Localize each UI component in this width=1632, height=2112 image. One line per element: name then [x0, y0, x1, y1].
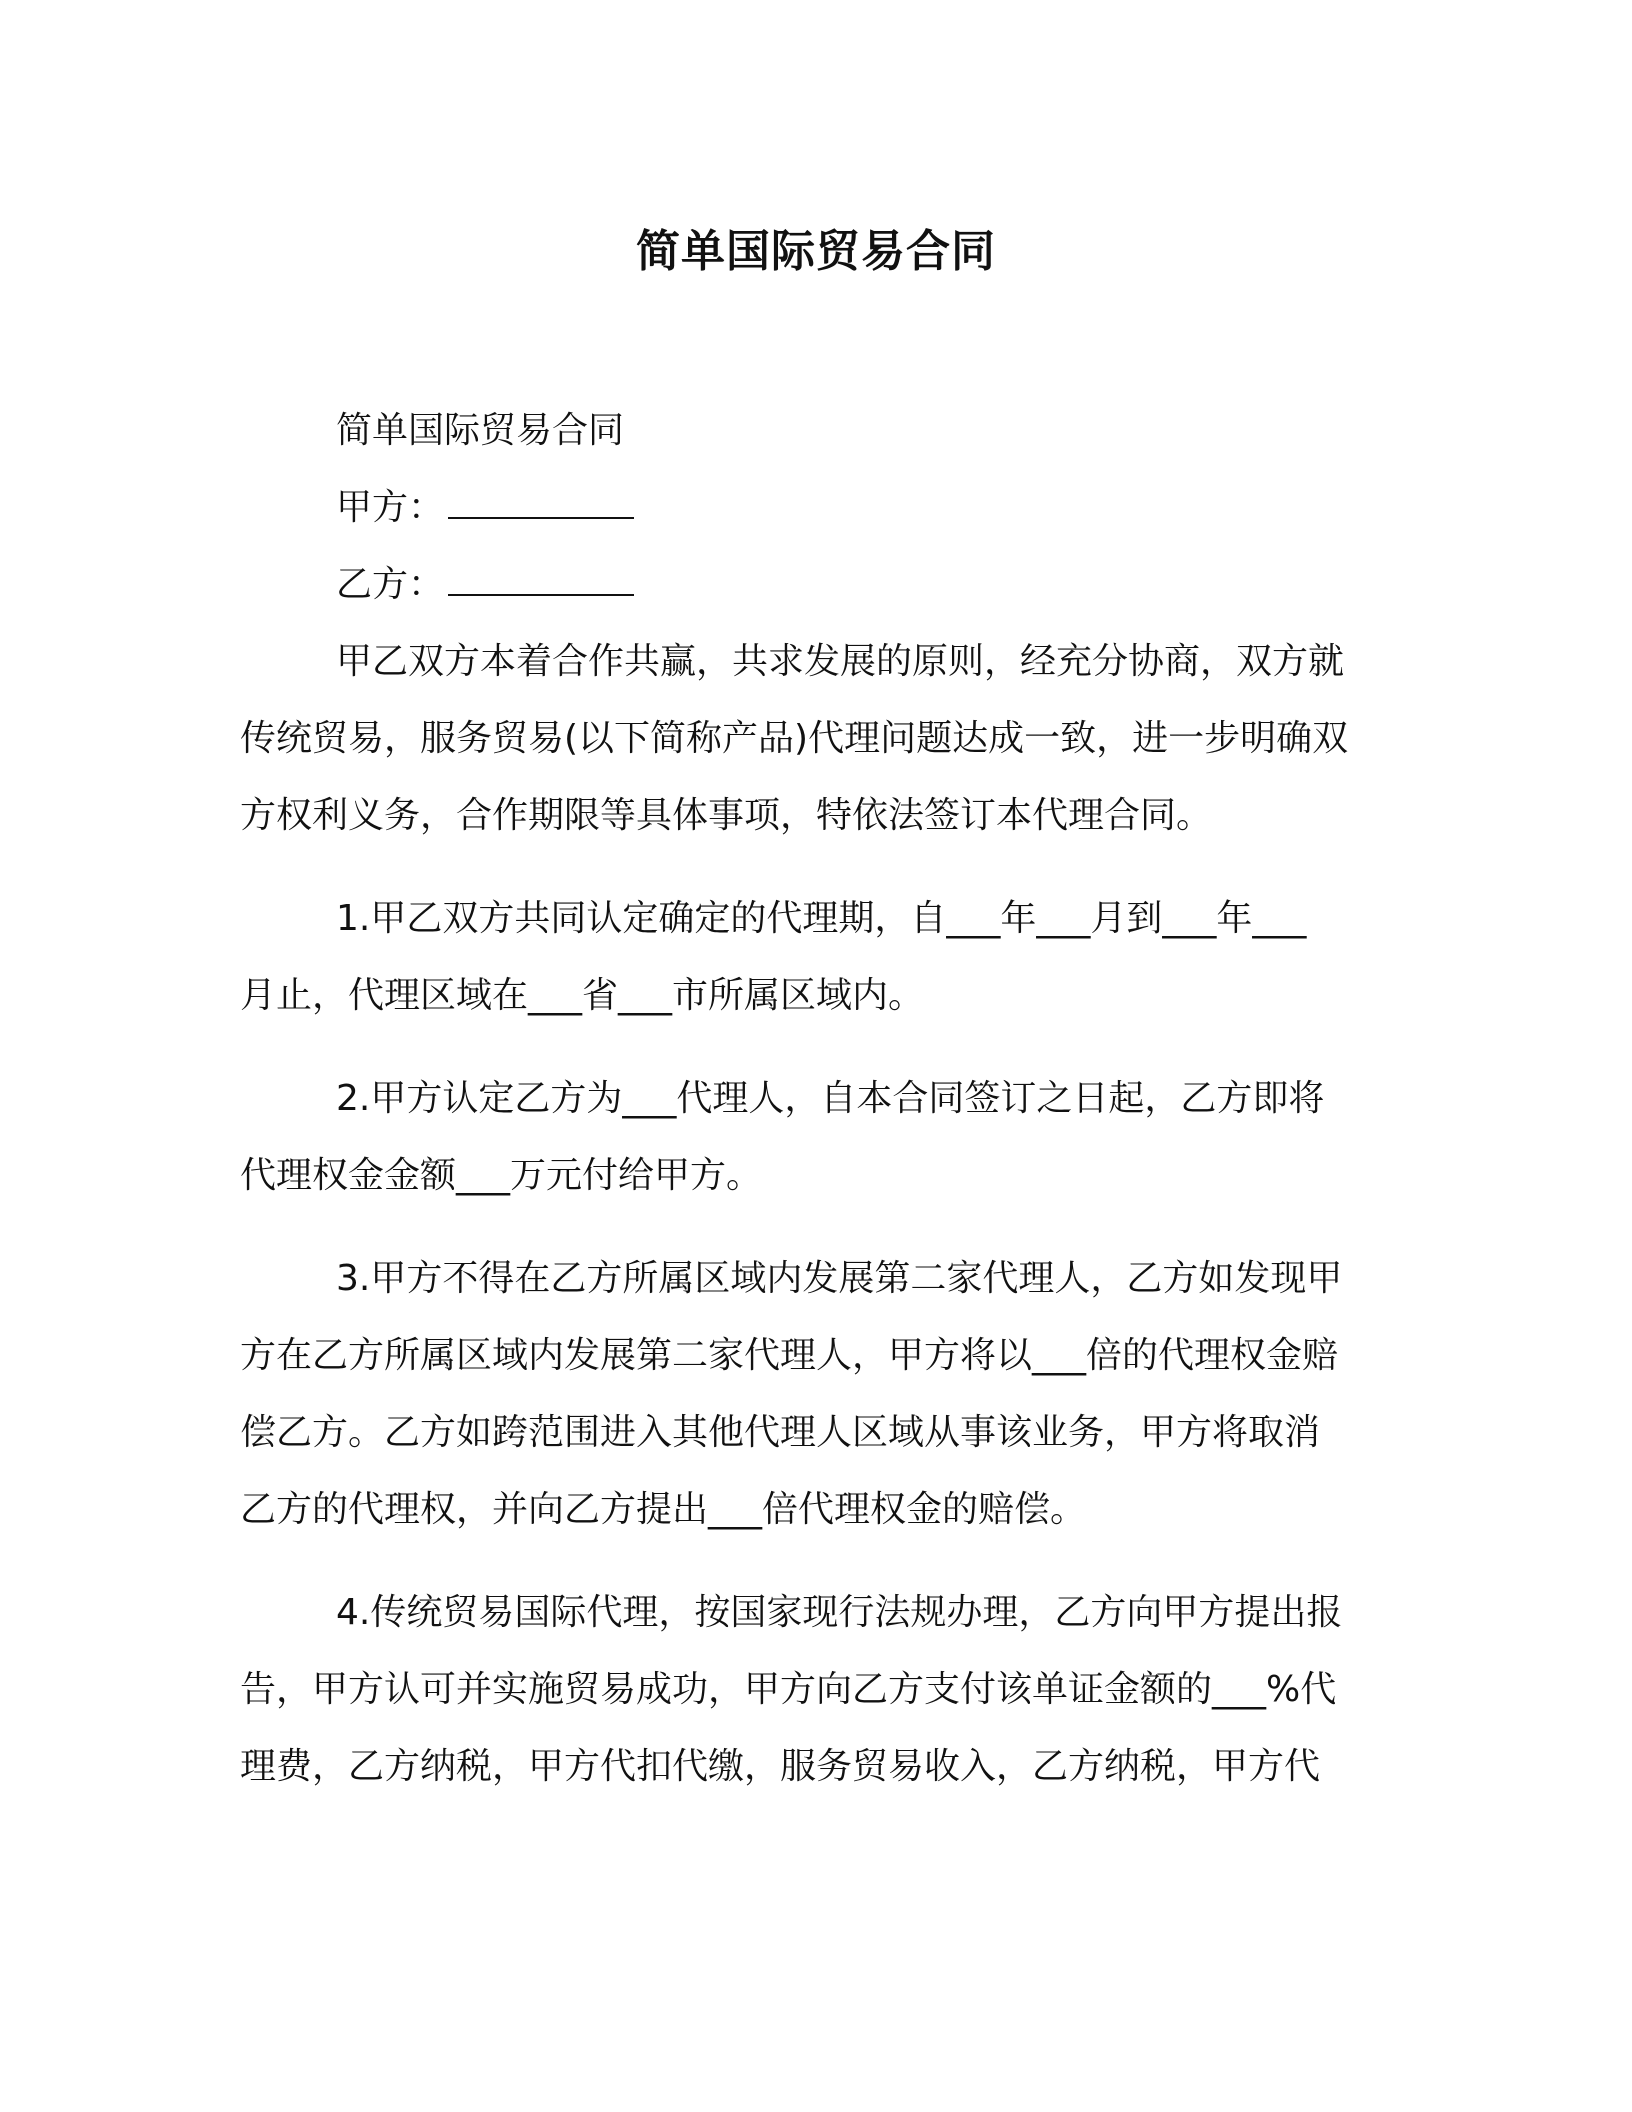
party-b-field — [240, 546, 1380, 623]
paragraph-line: 甲乙双方本着合作共赢，共求发展的原则，经充分协商，双方就 — [336, 641, 1345, 682]
party-b-label: 乙方： — [336, 564, 445, 605]
paragraph-line: 方权利义务，合作期限等具体事项，特依法签订本代理合同。 — [240, 795, 1213, 836]
party-a-field — [240, 469, 1380, 546]
paragraph-line: 月止，代理区域在___省___市所属区域内。 — [240, 975, 925, 1016]
document-title: 简单国际贸易合同 — [636, 226, 996, 277]
paragraph-line: 4.传统贸易国际代理，按国家现行法规办理，乙方向甲方提出报 — [336, 1592, 1343, 1633]
clause-3 — [240, 1240, 1380, 1548]
subtitle: 简单国际贸易合同 — [336, 410, 625, 451]
party-a-blank — [448, 487, 634, 519]
paragraph-line: 3.甲方不得在乙方所属区域内发展第二家代理人，乙方如发现甲 — [336, 1258, 1343, 1299]
document-body — [240, 392, 1380, 1805]
clause-2 — [240, 1060, 1380, 1214]
paragraph-line: 传统贸易，服务贸易(以下简称产品)代理问题达成一致，进一步明确双 — [240, 718, 1349, 759]
party-b-blank — [448, 564, 634, 596]
paragraph-line: 偿乙方。乙方如跨范围进入其他代理人区域从事该业务，甲方将取消 — [240, 1412, 1321, 1453]
paragraph-line: 1.甲乙双方共同认定确定的代理期，自___年___月到___年___ — [336, 898, 1307, 939]
clause-1 — [240, 880, 1380, 1034]
paragraph-line: 代理权金金额___万元付给甲方。 — [240, 1155, 763, 1196]
preamble-paragraph — [240, 623, 1380, 854]
paragraph-line: 2.甲方认定乙方为___代理人，自本合同签订之日起，乙方即将 — [336, 1078, 1325, 1119]
paragraph-line: 方在乙方所属区域内发展第二家代理人，甲方将以___倍的代理权金赔 — [240, 1335, 1339, 1376]
clause-4 — [240, 1574, 1380, 1805]
paragraph-line: 乙方的代理权，并向乙方提出___倍代理权金的赔偿。 — [240, 1489, 1087, 1530]
paragraph-line: 理费，乙方纳税，甲方代扣代缴，服务贸易收入，乙方纳税，甲方代 — [240, 1746, 1321, 1787]
party-a-label: 甲方： — [336, 487, 445, 528]
paragraph-line: 告，甲方认可并实施贸易成功，甲方向乙方支付该单证金额的___%代 — [240, 1669, 1337, 1710]
